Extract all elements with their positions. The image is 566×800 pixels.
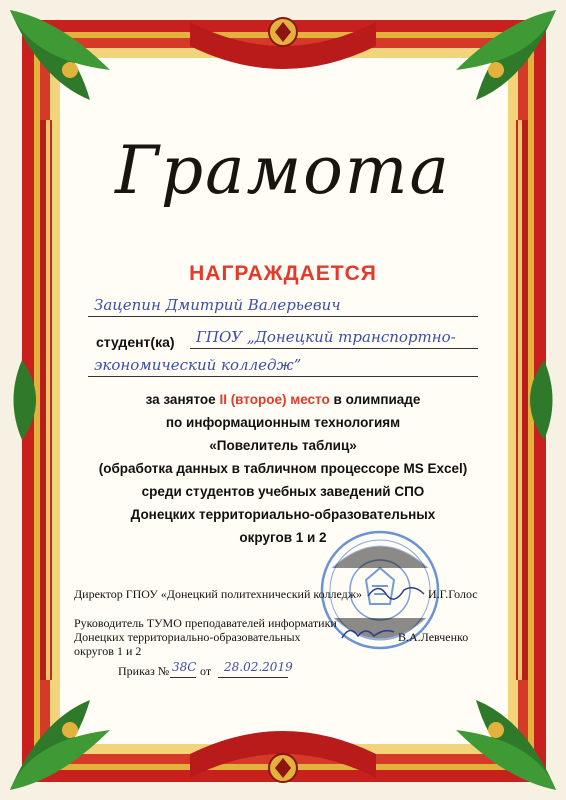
achievement-line-5: среди студентов учебных заведений СПО	[141, 484, 425, 499]
student-label: студент(ка)	[96, 334, 175, 350]
achievement-line-2: по информационным технологиям	[165, 415, 401, 430]
director-name: И.Г.Голос	[428, 587, 478, 601]
order-label: Приказ №	[118, 664, 170, 678]
order-number-line	[170, 660, 196, 678]
institution-text-2: экономический колледж”	[94, 356, 302, 374]
head-text-1: Руководитель ТУМО преподавателей информатики	[74, 616, 337, 630]
institution-text-1: ГПОУ „Донецкий транспортно-	[196, 328, 456, 346]
order-date-line	[218, 660, 293, 678]
institution-line-2	[88, 356, 478, 377]
place-text: II (второе) место	[219, 392, 330, 407]
recipient-name-line	[88, 296, 478, 317]
head-name: В.А.Левченко	[398, 630, 469, 644]
director-text: Директор ГПОУ «Донецкий политехнический колледж»	[74, 587, 363, 601]
order-from-label: от	[200, 664, 212, 678]
director-signature-scribble	[366, 578, 426, 604]
olympiad-text: в олимпиаде	[333, 392, 421, 407]
achievement-line-6: Донецких территориально-образовательных	[130, 507, 436, 522]
order-number: 38С	[172, 660, 197, 674]
head-text-2: Донецких территориально-образовательных	[74, 630, 301, 644]
awarded-label: НАГРАЖДАЕТСЯ	[189, 262, 377, 285]
for-taking-text: за занятое	[145, 392, 216, 407]
certificate-title: Грамота	[115, 132, 451, 209]
achievement-line-7: округов 1 и 2	[239, 530, 327, 545]
achievement-line-3: «Повелитель таблиц»	[209, 438, 357, 453]
head-text-3: округов 1 и 2	[74, 644, 142, 658]
achievement-line-4: (обработка данных в табличном процессоре MS Excel)	[98, 461, 468, 476]
achievement-line-1	[0, 392, 566, 407]
institution-line-1	[190, 328, 478, 349]
head-signature-scribble	[340, 618, 396, 644]
order-date: 28.02.2019	[224, 660, 293, 674]
recipient-name: Зацепин Дмитрий Валерьевич	[94, 296, 341, 314]
